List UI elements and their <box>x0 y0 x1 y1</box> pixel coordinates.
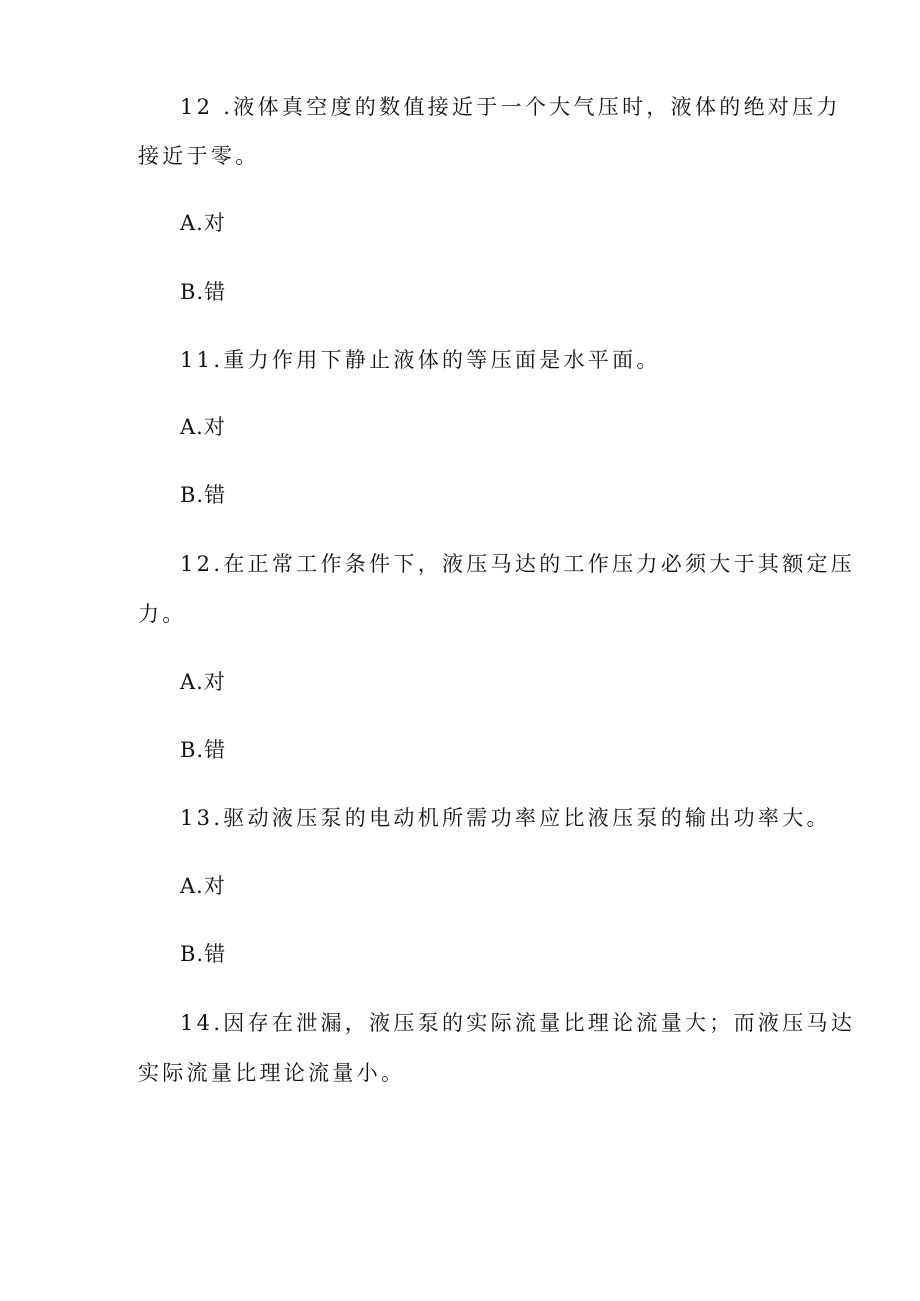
question-1-option-a: A.对 <box>180 211 226 235</box>
question-5-line-2: 实际流量比理论流量小。 <box>138 1061 406 1085</box>
question-4-option-a: A.对 <box>180 874 226 898</box>
question-3-option-b: B.错 <box>180 738 227 762</box>
question-2-line-1: 11.重力作用下静止液体的等压面是水平面。 <box>180 348 661 372</box>
question-4-line-1: 13.驱动液压泵的电动机所需功率应比液压泵的输出功率大。 <box>180 806 831 830</box>
question-3-line-2: 力。 <box>138 602 187 626</box>
question-1-option-b: B.错 <box>180 280 227 304</box>
question-2-option-b: B.错 <box>180 483 227 507</box>
question-1-line-2: 接近于零。 <box>138 144 260 168</box>
question-1-line-1: 12 .液体真空度的数值接近于一个大气压时，液体的绝对压力 <box>180 95 841 119</box>
question-4-option-b: B.错 <box>180 942 227 966</box>
question-3-line-1: 12.在正常工作条件下，液压马达的工作压力必须大于其额定压 <box>180 552 856 576</box>
question-3-option-a: A.对 <box>180 670 226 694</box>
question-2-option-a: A.对 <box>180 415 226 439</box>
question-5-line-1: 14.因存在泄漏，液压泵的实际流量比理论流量大；而液压马达 <box>180 1011 856 1035</box>
